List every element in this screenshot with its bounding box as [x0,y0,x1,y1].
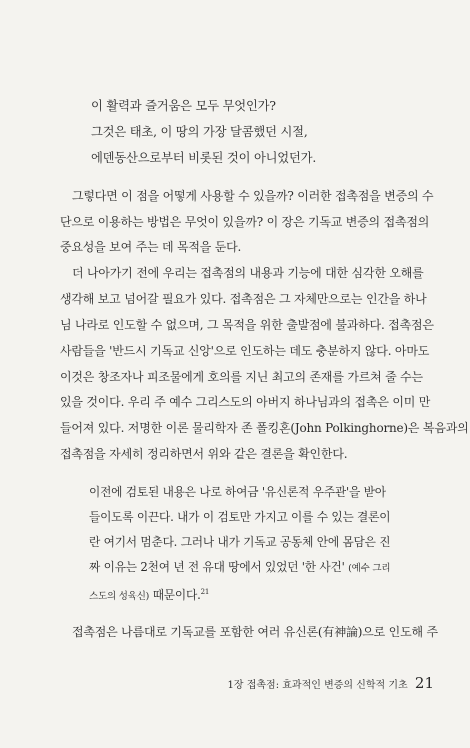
page-number: 21 [414,674,434,692]
quote-line-1: 이전에 검토된 내용은 나로 하여금 '유신론적 우주관'을 받아 [89,485,386,499]
last-paragraph-line: 접촉점은 나름대로 기독교를 포함한 여러 유신론(有神論)으로 인도해 주 [72,625,438,639]
poem-line-2: 그것은 태초, 이 땅의 가장 달콤했던 시절, [91,125,308,139]
body-line-10: 들어져 있다. 저명한 이론 물리학자 존 폴킹혼(John Polkinghorne)은 복음과의 [60,421,469,435]
body-line-9: 있을 것이다. 우리 주 예수 그리스도의 아버지 하나님과의 접촉은 이미 만 [60,395,431,409]
footnote-marker[interactable]: 21 [200,588,210,596]
body-line-3: 중요성을 보여 주는 데 목적을 둔다. [60,240,242,254]
quote-line-5-text: 때문이다. [149,588,201,602]
body-line-8: 이것은 창조자나 피조물에게 호의를 지닌 최고의 존재를 가르쳐 줄 수는 [60,370,423,384]
body-line-5: 생각해 보고 넘어갈 필요가 있다. 접촉점은 그 자체만으로는 인간을 하나 [60,292,427,306]
chapter-title: 1장 접촉점: 효과적인 변증의 신학적 기초 [227,680,408,691]
body-line-11: 접촉점을 자세히 정리하면서 위와 같은 결론을 확인한다. [60,447,348,461]
poem-line-3: 에덴동산으로부터 비롯된 것이 아니었던가. [91,151,317,165]
body-line-2: 단으로 이용하는 방법은 무엇이 있을까? 이 장은 기독교 변증의 접촉점의 [60,215,430,229]
body-line-4: 더 나아가기 전에 우리는 접촉점의 내용과 기능에 대한 심각한 오해를 [72,266,424,280]
quote-line-2: 들이도록 이끈다. 내가 이 검토만 가지고 이를 수 있는 결론이 [89,510,391,524]
poem-line-1: 이 활력과 즐거움은 모두 무엇인가? [91,99,276,113]
quote-line-4 [89,559,390,577]
body-line-7: 사람들을 '반드시 기독교 신앙'으로 인도하는 데도 충분하지 않다. 아마도 [60,344,430,358]
page-footer [228,674,434,692]
quote-line-4-text: 짜 이유는 2천여 년 전 유대 땅에서 있었던 '한 사건' [89,560,345,574]
body-line-6: 님 나라로 인도할 수 없으며, 그 목적을 위한 출발점에 불과하다. 접촉점은 [60,318,434,332]
quote-line-5 [89,584,209,605]
quote-parenthetical-start: (예수 그리 [348,563,391,574]
body-line-1: 그렇다면 이 점을 어떻게 사용할 수 있을까? 이러한 접촉점을 변증의 수 [72,189,434,203]
quote-parenthetical-end: 스도의 성육신) [89,591,150,602]
quote-line-3: 란 여기서 멈춘다. 그러나 내가 기독교 공동체 안에 몸담은 진 [89,535,391,549]
